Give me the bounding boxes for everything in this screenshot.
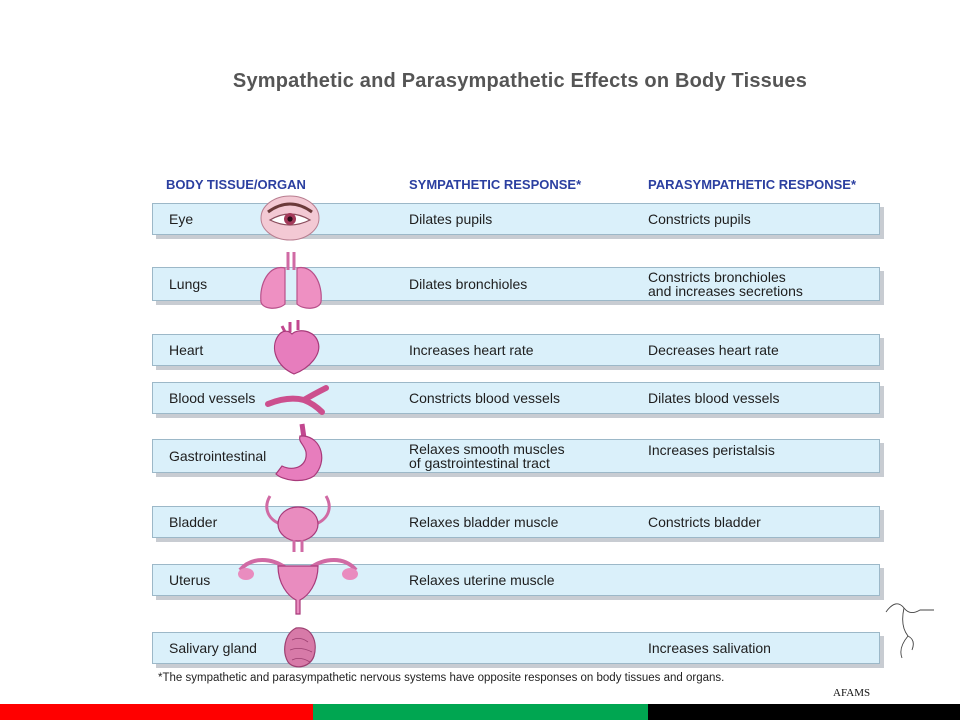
tissue-name: Lungs xyxy=(169,276,208,292)
header-sympathetic: SYMPATHETIC RESPONSE* xyxy=(409,177,582,192)
sympathetic-response: Dilates bronchioles xyxy=(409,276,528,292)
tissue-name: Gastrointestinal xyxy=(169,448,267,464)
heart-icon xyxy=(268,318,326,378)
lungs-icon xyxy=(255,250,327,312)
tissue-name: Uterus xyxy=(169,572,211,588)
tissue-name: Blood vessels xyxy=(169,390,256,406)
table-row xyxy=(152,334,880,366)
salivary-gland-icon xyxy=(282,624,322,672)
tissue-name: Bladder xyxy=(169,514,218,530)
bladder-icon xyxy=(262,492,334,556)
sympathetic-response: Relaxes smooth muscles of gastrointestinal tract xyxy=(409,441,565,471)
parasympathetic-response: Constricts bladder xyxy=(648,514,761,530)
page-title: Sympathetic and Parasympathetic Effects on Body Tissues xyxy=(232,70,808,92)
parasympathetic-response: Constricts pupils xyxy=(648,211,751,227)
parasympathetic-response: Increases peristalsis xyxy=(648,442,775,458)
sympathetic-response: Dilates pupils xyxy=(409,211,493,227)
footer-bar-black xyxy=(648,704,960,720)
sympathetic-response: Constricts blood vessels xyxy=(409,390,560,406)
header-parasympathetic: PARASYMPATHETIC RESPONSE* xyxy=(648,177,857,192)
tissue-name: Eye xyxy=(169,211,194,227)
tissue-name: Salivary gland xyxy=(169,640,257,656)
table-row xyxy=(152,439,880,473)
blood-vessel-icon xyxy=(264,384,330,416)
parasympathetic-response: Dilates blood vessels xyxy=(648,390,780,406)
stomach-icon xyxy=(268,422,332,486)
table-row xyxy=(152,632,880,664)
header-tissue: BODY TISSUE/ORGAN xyxy=(166,177,306,192)
parasympathetic-response: Decreases heart rate xyxy=(648,342,779,358)
sympathetic-response: Increases heart rate xyxy=(409,342,534,358)
footer-bar-red xyxy=(0,704,313,720)
tissue-name: Heart xyxy=(169,342,204,358)
brand-label: AFAMS xyxy=(833,687,871,699)
sympathetic-response: Relaxes uterine muscle xyxy=(409,572,555,588)
table-row xyxy=(152,382,880,414)
footer-bar-green xyxy=(313,704,648,720)
uterus-icon xyxy=(234,548,362,618)
eye-icon xyxy=(258,194,322,242)
footnote: *The sympathetic and parasympathetic nervous systems have opposite responses on body tissues and organs. xyxy=(158,672,725,684)
decorative-line-art xyxy=(880,596,940,666)
parasympathetic-response: Increases salivation xyxy=(648,640,771,656)
parasympathetic-response: Constricts bronchioles and increases secretions xyxy=(648,269,803,299)
sympathetic-response: Relaxes bladder muscle xyxy=(409,514,559,530)
